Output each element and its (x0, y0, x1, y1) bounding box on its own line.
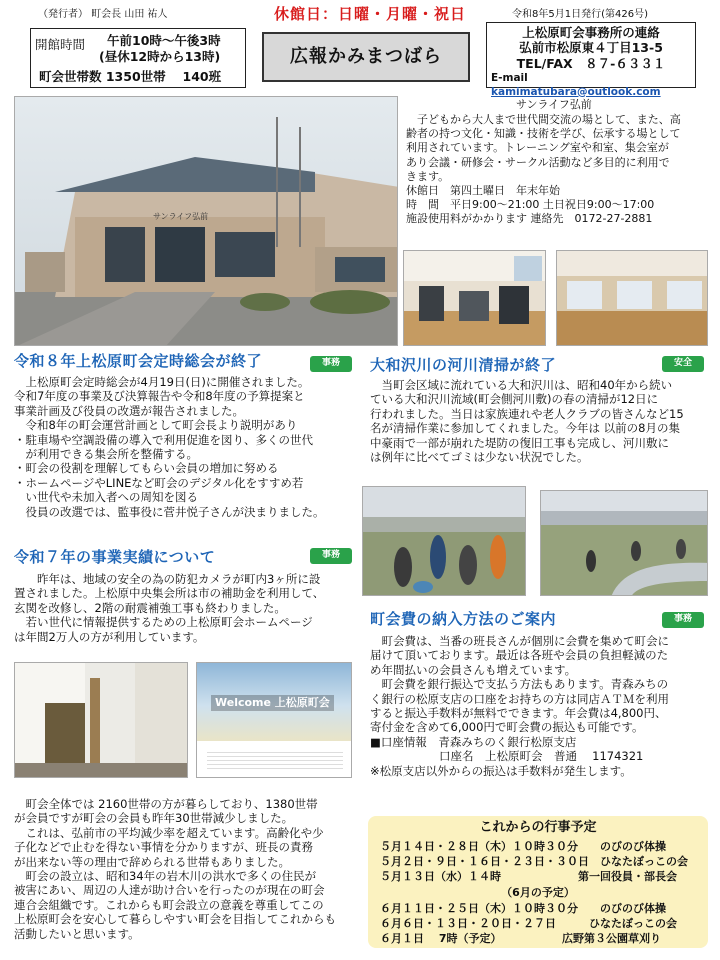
hours-label: 開館時間 (35, 37, 86, 52)
schedule-title: これからの行事予定 (479, 820, 597, 835)
population-body: 町会全体では 2160世帯の方が暮らしており、1380世帯 が会員ですが町会の会員も昨年30世帯減少しました。 これは、弘前市の平均減少率を超えています。高齢化や少 子化などで止むを得ない事情を分かりますが、班長の責務 が出来ない等の理由で辞められる世帯もありました。 町会の設立は、昭和34年の岩木川の洪水で多くの住民が 被害にあい、周辺の人達が助け合いを行ったのが現在の町会 連合会組織です。これからも町会設立の意義を尊重してこの 上松原町会を安心して暮らしやすい町会を目指してこれからも 活動したいと思います。 (14, 797, 336, 941)
building-illustration (15, 97, 398, 346)
contact-tel: TEL/FAX ８７-６３３１ (516, 56, 666, 71)
contact-address: 弘前市松原東４丁目13-5 (519, 40, 663, 55)
river-body: 当町会区域に流れている大和沢川は、昭和40年から続い ている大和沢川流域(町会側河川敷)の春の清掃が12日に 行われました。当日は家族連れや老人クラブの皆さんなど15 名が清掃作業に参加してくれました。今年は 以前の8月の集 中豪雨で一部が崩れた堤防の復旧工事も完成し、河川敷に は例年に比べてゴミは少ない状況でした。 (370, 378, 684, 465)
sunlife-name: サンライフ弘前 (516, 98, 592, 111)
schedule-row: ５月１４日・２８日（木）１０時３０分 のびのび体操 (380, 840, 666, 853)
hours-lunch: (昼休12時から13時) (99, 49, 221, 64)
contact-email-row (491, 72, 695, 99)
building-sign: サンライフ弘前 (153, 212, 209, 221)
website-banner-text: Welcome 上松原町会 (211, 695, 334, 711)
training-room-photo (403, 250, 546, 346)
entrance-photo (14, 662, 188, 778)
hours-time: 午前10時～午後3時 (107, 33, 221, 48)
contact-box (486, 22, 696, 98)
meeting-room-illustration (557, 251, 708, 346)
meeting-body: 上松原町会定時総会が4月19日(日)に開催されました。 令和7年度の事業及び決算報告や令和8年度の予算提案と 事業計画及び役員の改選が報告されました。 令和8年の町会運営計画として町会長より説明があり ・駐車場や空調設備の導入で利用促進を図り、多くの世代 が利用できる集会所を整備する。 ・町会の役割を理解してもらい会員の増加に努める ・ホームページやLINEなど町会のデジタル化をすすめ若 い世代や未加入者への周知を図る 役員の改選では、監事役に菅井悦子さんが決まりました。 (14, 375, 325, 519)
cleanup-illustration-2 (541, 491, 708, 596)
results-heading: 令和７年の事業実績について (14, 548, 216, 566)
households-count: 町会世帯数 1350世帯 140班 (39, 69, 222, 84)
entrance-illustration (15, 663, 188, 778)
schedule-row: ６月１日 7時（予定） 広野第３公園草刈り (380, 932, 661, 945)
hours-box (30, 28, 246, 88)
schedule-row: ５月２日・９日・１６日・２３日・３０日 ひなたぼっこの会 (380, 855, 688, 868)
schedule-june-label: （6月の予定） (501, 886, 575, 899)
river-heading: 大和沢川の河川清掃が終了 (370, 356, 557, 374)
schedule-box (368, 816, 708, 948)
website-content (207, 749, 343, 771)
fee-badge: 事務 (662, 612, 704, 628)
meeting-heading: 令和８年上松原町会定時総会が終了 (14, 352, 263, 370)
website-screenshot[interactable] (196, 662, 352, 778)
issue-date: 令和8年5月1日発行(第426号) (512, 9, 648, 20)
river-badge: 安全 (662, 356, 704, 372)
contact-title: 上松原町会事務所の連絡 (522, 25, 660, 40)
schedule-row: ６月１１日・２５日（木）１０時３０分 のびのび体操 (380, 902, 666, 915)
building-photo (14, 96, 398, 346)
training-room-illustration (404, 251, 546, 346)
newsletter-title: 広報かみまつばら (290, 46, 442, 68)
newsletter-title-box (262, 32, 470, 82)
cleanup-illustration-1 (363, 487, 526, 596)
results-body: 昨年は、地域の安全の為の防犯カメラが町内3ヶ所に設 置されました。上松原中央集会所は市の補助金を利用して、 玄関を改修し、2階の耐震補強工事も終わりました。 若い世代に情報提供するための上松原町会ホームページ は年間2万人の方が利用しています。 (14, 572, 325, 644)
sunlife-desc: 子どもから大人まで世代間交流の場として、また、高 齢者の持つ文化・知識・技術を学び、伝承する場として 利用されています。トレーニング室や和室、集会室が あり会議・研修会・サークル活動など多目的に利用で きます。 休館日 第四土曜日 年末年始 時 間 平日9:00～21:00 土日祝日9:00～17:00 施設使用料がかかります 連絡先 0172-27-2881 (406, 113, 681, 226)
meeting-badge: 事務 (310, 356, 352, 372)
river-cleanup-photo-2 (540, 490, 708, 596)
meeting-room-photo (556, 250, 708, 346)
email-link[interactable]: kamimatubara@outlook.com (491, 85, 661, 98)
fee-heading: 町会費の納入方法のご案内 (370, 610, 557, 628)
closed-days: 休館日：日曜・月曜・祝日 (274, 5, 467, 23)
email-label: E-mail (491, 72, 528, 84)
publisher-line: （発行者） 町会長 山田 祐人 (38, 9, 168, 20)
fee-body: 町会費は、当番の班長さんが個別に会費を集めて町会に 届けて頂いております。最近は各班や会員の負担軽減のた め年間払いの会員さんも増えています。 町会費を銀行振込で支払う方法もあります。青森みちの く銀行の松原支店の口座をお持ちの方は同店ＡＴＭを利用 すると振込手数料が無料でできます。年会費は4,800円、 寄付金を含めて6,000円で町会費の振込も可能です。 ■口座情報 青森みちのく銀行松原支店 口座名 上松原町会 普通 1174321 ※松原支店以外からの振込は手数料が発生します。 (370, 634, 669, 778)
results-badge: 事務 (310, 548, 352, 564)
schedule-row: ５月１３日（水）１４時 第一回役員・部長会 (380, 870, 677, 883)
river-cleanup-photo-1 (362, 486, 526, 596)
schedule-row: ６月６日・１３日・２０日・２７日 ひなたぼっこの会 (380, 917, 677, 930)
